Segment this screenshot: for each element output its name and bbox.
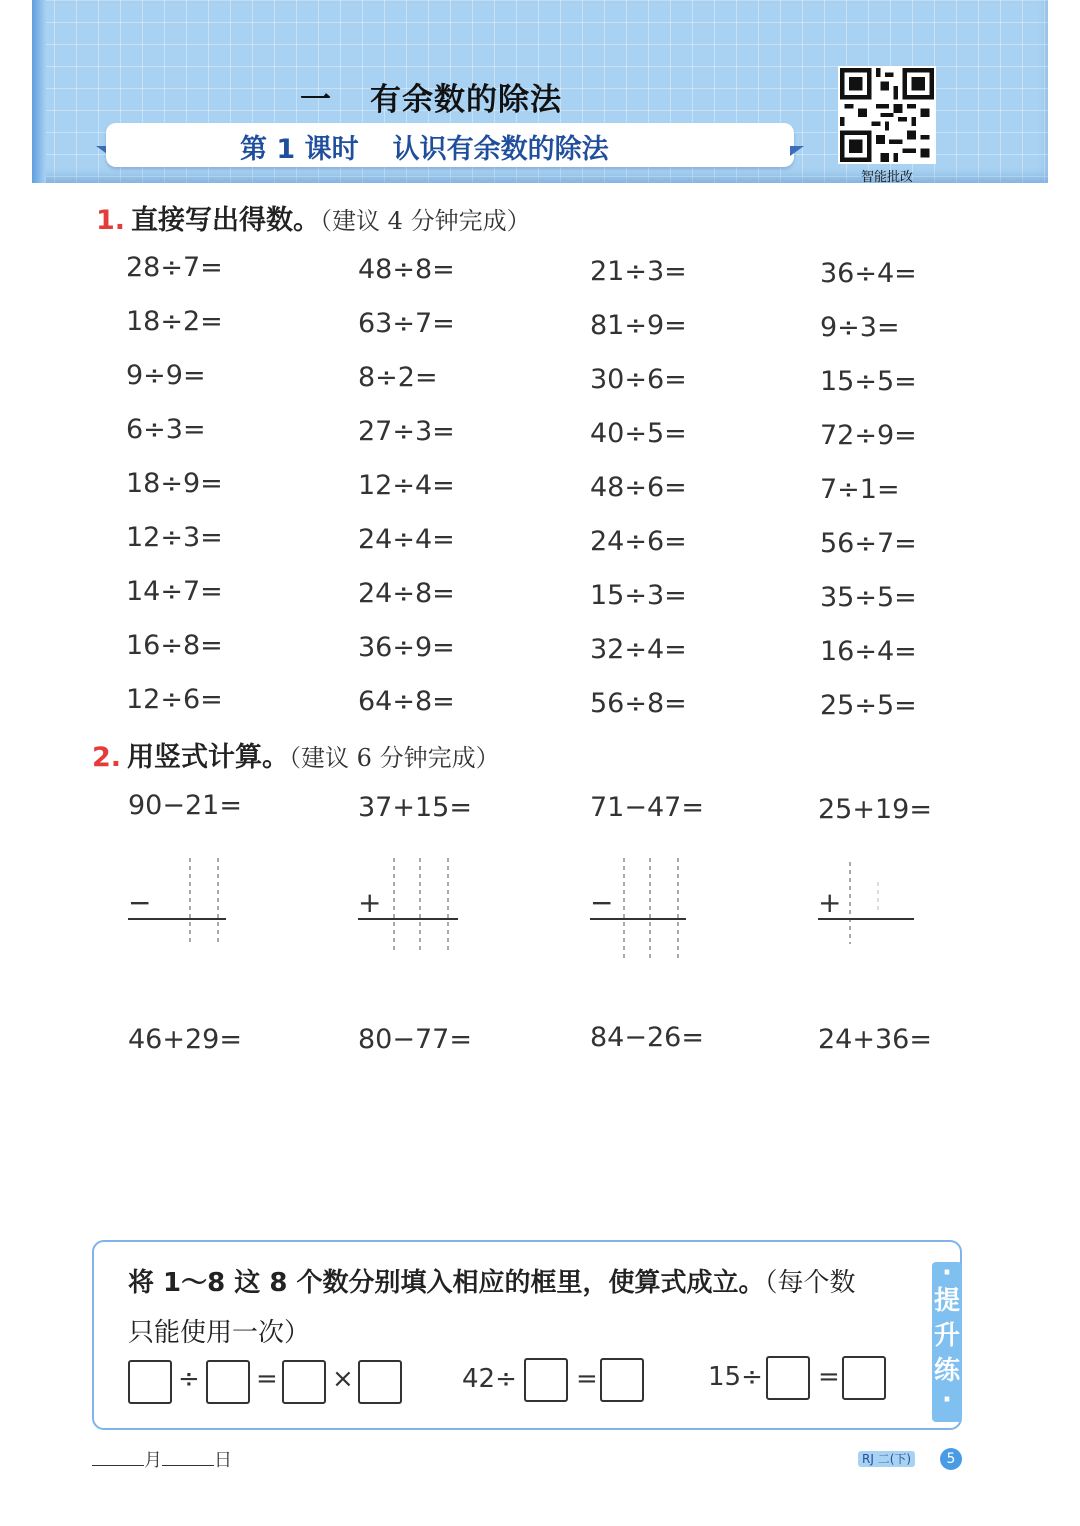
division-problem: 18÷9= <box>126 468 223 499</box>
vertical-problem: 84−26= <box>590 1022 704 1053</box>
equation-prefix: 42÷ <box>462 1364 517 1394</box>
division-problem: 8÷2= <box>358 362 438 393</box>
division-problem: 56÷7= <box>820 528 917 559</box>
division-problem: 14÷7= <box>126 576 223 607</box>
division-problem: 9÷3= <box>820 312 900 343</box>
division-problem: 12÷3= <box>126 522 223 553</box>
tab-char: 提 <box>933 1286 960 1316</box>
division-problem: 32÷4= <box>590 634 687 665</box>
vertical-problem: 80−77= <box>358 1024 472 1055</box>
answer-box[interactable] <box>600 1358 644 1402</box>
tab-char: 练 <box>933 1356 960 1386</box>
instruction-line2: 只能使用一次） <box>128 1318 311 1348</box>
answer-box[interactable] <box>842 1356 886 1400</box>
section2-title <box>92 735 500 774</box>
division-problem: 24÷4= <box>358 524 455 555</box>
section1-number: 1. <box>96 205 126 236</box>
division-problem: 25÷5= <box>820 690 917 721</box>
vertical-problem: 37+15= <box>358 792 472 823</box>
division-problem: 18÷2= <box>126 306 223 337</box>
instruction-line1: 将 1～8 这 8 个数分别填入相应的框里，使算式成立。 <box>128 1268 765 1298</box>
unit-number: 一 <box>300 82 332 118</box>
times-sign: × <box>332 1364 354 1394</box>
divide-sign: ÷ <box>178 1364 200 1394</box>
division-problem: 15÷3= <box>590 580 687 611</box>
section1-title <box>96 198 531 237</box>
division-problem: 27÷3= <box>358 416 455 447</box>
vertical-operator: + <box>358 886 382 919</box>
division-problem: 36÷9= <box>358 632 455 663</box>
division-problem: 6÷3= <box>126 414 206 445</box>
answer-box[interactable] <box>524 1358 568 1402</box>
division-problem: 16÷8= <box>126 630 223 661</box>
answer-box[interactable] <box>282 1360 326 1404</box>
qr-code-icon[interactable] <box>838 66 936 164</box>
answer-box[interactable] <box>358 1360 402 1404</box>
vertical-problem: 71−47= <box>590 792 704 823</box>
division-problem: 12÷6= <box>126 684 223 715</box>
equals-sign: = <box>818 1362 840 1392</box>
division-problem: 7÷1= <box>820 474 900 505</box>
division-problem: 16÷4= <box>820 636 917 667</box>
tab-char: 升 <box>933 1321 960 1351</box>
ribbon-tail-right <box>790 146 804 156</box>
header-edge <box>32 0 46 183</box>
division-problem: 56÷8= <box>590 688 687 719</box>
division-problem: 15÷5= <box>820 366 917 397</box>
division-problem: 72÷9= <box>820 420 917 451</box>
division-problem: 81÷9= <box>590 310 687 341</box>
vertical-frame[interactable] <box>356 852 466 966</box>
lesson-number: 第 1 课时 <box>240 134 359 165</box>
tab-char: · <box>942 1258 952 1288</box>
division-problem: 35÷5= <box>820 582 917 613</box>
date-field[interactable] <box>92 1446 232 1472</box>
tab-char: · <box>942 1385 952 1415</box>
vertical-frame[interactable] <box>588 852 698 971</box>
vertical-operator: + <box>818 886 842 919</box>
equals-sign: = <box>256 1364 278 1394</box>
section2-title-text: 用竖式计算。 <box>127 742 290 773</box>
equals-sign: = <box>576 1364 598 1394</box>
instruction-line1-rest: （每个数 <box>764 1268 856 1298</box>
division-problem: 36÷4= <box>820 258 917 289</box>
section2-number: 2. <box>92 742 122 773</box>
lesson-title-text: 认识有余数的除法 <box>392 134 609 165</box>
practice-tab <box>932 1258 962 1422</box>
division-problem: 28÷7= <box>126 252 223 283</box>
division-problem: 24÷8= <box>358 578 455 609</box>
answer-box[interactable] <box>206 1360 250 1404</box>
month-label: 月 <box>144 1450 162 1471</box>
section2-hint: （建议 6 分钟完成） <box>289 744 500 772</box>
division-problem: 24÷6= <box>590 526 687 557</box>
answer-box[interactable] <box>128 1360 172 1404</box>
vertical-problem: 24+36= <box>818 1024 932 1055</box>
unit-title <box>300 74 600 119</box>
day-label: 日 <box>214 1450 232 1471</box>
division-problem: 12÷4= <box>358 470 455 501</box>
section1-hint: （建议 4 分钟完成） <box>320 207 531 235</box>
day-blank[interactable] <box>162 1465 214 1466</box>
edition-tag: RJ 二(下) <box>858 1451 915 1467</box>
division-problem: 48÷8= <box>358 254 455 285</box>
vertical-problem: 90−21= <box>128 790 242 821</box>
answer-box[interactable] <box>766 1356 810 1400</box>
unit-title-text: 有余数的除法 <box>370 82 562 118</box>
division-problem: 9÷9= <box>126 360 206 391</box>
challenge-instructions <box>128 1258 928 1358</box>
division-problem: 21÷3= <box>590 256 687 287</box>
qr-caption: 智能批改 <box>860 170 913 185</box>
equation-prefix: 15÷ <box>708 1362 763 1392</box>
division-problem: 30÷6= <box>590 364 687 395</box>
vertical-operator: − <box>128 886 152 919</box>
vertical-frame[interactable] <box>126 852 236 956</box>
division-problem: 48÷6= <box>590 472 687 503</box>
vertical-problem: 25+19= <box>818 794 932 825</box>
page-number: 5 <box>940 1448 962 1470</box>
month-blank[interactable] <box>92 1465 144 1466</box>
vertical-problem: 46+29= <box>128 1024 242 1055</box>
vertical-frame[interactable] <box>816 852 926 956</box>
division-problem: 40÷5= <box>590 418 687 449</box>
lesson-title <box>240 127 609 166</box>
division-problem: 64÷8= <box>358 686 455 717</box>
section1-title-text: 直接写出得数。 <box>131 205 321 236</box>
division-problem: 63÷7= <box>358 308 455 339</box>
vertical-operator: − <box>590 886 614 919</box>
